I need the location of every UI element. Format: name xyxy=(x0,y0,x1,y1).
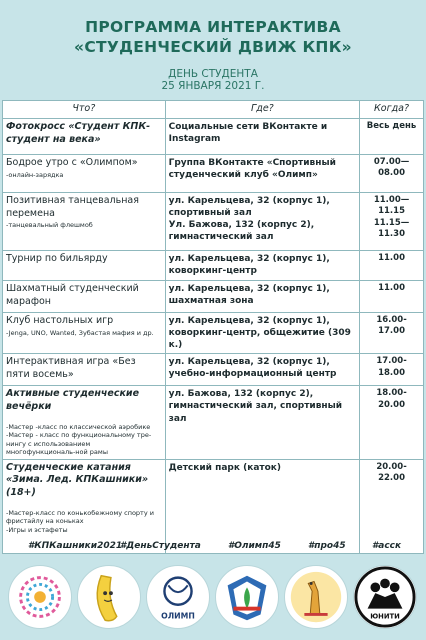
location-text: Детский парк (каток) xyxy=(168,462,282,473)
table-row xyxy=(3,280,424,312)
union-shield-logo-icon xyxy=(215,565,279,629)
table-row xyxy=(3,154,424,192)
page-title-line2: «СТУДЕНЧЕСКИЙ ДВИЖ КПК» xyxy=(74,38,352,56)
cell-where xyxy=(165,280,360,312)
location-text: ул. Карельцева, 32 (корпус 1), коворкинг-центр, общежитие (309 к.) xyxy=(168,315,351,351)
cell-where xyxy=(165,386,360,459)
cell-what xyxy=(3,280,166,312)
time-text: 11.00 xyxy=(378,252,405,263)
location-text: Социальные сети ВКонтакте и Instagram xyxy=(168,121,328,144)
activity-title: Шахматный студенческий марафон xyxy=(6,282,139,307)
location-text: ул. Карельцева, 32 (корпус 1), спортивный зал xyxy=(168,195,330,218)
location-text: ул. Карельцева, 32 (корпус 1), коворкинг-центр xyxy=(168,253,330,276)
activity-title: Турнир по бильярду xyxy=(6,252,108,264)
activity-note: -онлайн-зарядка xyxy=(6,170,64,179)
hashtag-den-studenta: #ДеньСтудента xyxy=(120,541,201,551)
activity-title: Фотокросс «Студент КПК-студент на века» xyxy=(6,120,151,145)
page-title-line1: ПРОГРАММА ИНТЕРАКТИВА xyxy=(85,18,341,36)
hashtag-kpkashniki: #КПКашники2021 xyxy=(28,541,123,551)
table-row xyxy=(3,354,424,386)
giraffe-mascot-icon xyxy=(284,565,348,629)
cell-when xyxy=(360,280,424,312)
cell-when xyxy=(360,312,424,353)
hashtag-bar xyxy=(0,541,426,559)
hashtag-olimp45: #Олимп45 xyxy=(228,541,281,551)
page-subtitle-line1: ДЕНЬ СТУДЕНТА xyxy=(168,68,258,80)
time-text: 20.00-22.00 xyxy=(376,461,407,484)
activity-note: -Мастер-класс по конькобежному спорту и фристайлу на коньках -Игры и эстафеты xyxy=(6,509,154,534)
cell-what xyxy=(3,459,166,553)
location-text: ул. Карельцева, 32 (корпус 1), учебно-информационный центр xyxy=(168,357,337,380)
time-text: 11.00 xyxy=(378,282,405,293)
cell-what xyxy=(3,118,166,154)
partner-logos xyxy=(0,565,426,635)
location-text: ул. Бажова, 132 (корпус 2), гимнастический зал, спортивный зал xyxy=(168,389,343,424)
unity-logo-text: ЮНИТИ xyxy=(370,612,400,621)
cell-what xyxy=(3,312,166,353)
time-text: 16.00-17.00 xyxy=(376,314,407,337)
activity-note: -танцевальный флешмоб xyxy=(6,221,93,230)
table-row xyxy=(3,192,424,250)
activity-title: Студенческие катания «Зима. Лед. КПКашники» (18+) xyxy=(6,461,149,499)
column-header-where: Где? xyxy=(165,101,360,119)
time-text: 17.00-18.00 xyxy=(376,356,407,378)
activity-note: -Мастер -класс по классической аэробике -Мастер - класс по функциональному тре-нингу с использованием многофункциональ-ной рамы xyxy=(6,422,152,457)
table-row xyxy=(3,386,424,459)
location-text: Группа ВКонтакте «Спортивный студенческий клуб «Олимп» xyxy=(168,157,336,180)
cell-when xyxy=(360,354,424,386)
column-header-what: Что? xyxy=(3,101,166,119)
hashtag-pro45: #про45 xyxy=(308,541,346,551)
page-subtitle-line2: 25 ЯНВАРЯ 2021 Г. xyxy=(161,80,265,92)
cell-where xyxy=(165,312,360,353)
activity-title: Позитивная танцевальная перемена xyxy=(6,194,139,219)
activity-note: -Jenga, UNO, Wanted, Зубастая мафия и др. xyxy=(6,328,154,337)
table-row xyxy=(3,250,424,280)
activity-title: Клуб настольных игр xyxy=(6,314,114,326)
activity-title: Бодрое утро с «Олимпом» xyxy=(6,156,138,168)
schedule-table xyxy=(2,100,424,554)
cell-when xyxy=(360,118,424,154)
cell-where xyxy=(165,250,360,280)
location-text-secondary: Ул. Бажова, 132 (корпус 2), гимнастический зал xyxy=(168,220,315,243)
time-text-secondary: 11.15—11.30 xyxy=(373,217,410,240)
cell-where xyxy=(165,118,360,154)
cell-where xyxy=(165,459,360,553)
cell-when xyxy=(360,250,424,280)
olimp-logo-text: ОЛИМП xyxy=(161,611,195,621)
cell-what xyxy=(3,354,166,386)
time-text: 11.00—11.15 xyxy=(373,194,410,217)
cell-when xyxy=(360,459,424,553)
cell-when xyxy=(360,154,424,192)
cell-where xyxy=(165,354,360,386)
table-row xyxy=(3,118,424,154)
banana-mascot-icon xyxy=(77,565,141,629)
cell-what xyxy=(3,250,166,280)
table-header-row xyxy=(3,101,424,119)
time-text: 07.00—08.00 xyxy=(373,156,410,179)
cell-what xyxy=(3,386,166,459)
activity-title: Активные студенческие вечёрки xyxy=(6,388,140,413)
kpk-logo-icon xyxy=(8,565,72,629)
cell-what xyxy=(3,154,166,192)
table-row xyxy=(3,459,424,553)
activity-title: Интерактивная игра «Без пяти восемь» xyxy=(6,356,136,381)
column-header-when: Когда? xyxy=(360,101,424,119)
cell-where xyxy=(165,192,360,250)
page-header xyxy=(0,0,426,100)
olimp-logo-icon xyxy=(146,565,210,629)
time-text: 18.00-20.00 xyxy=(376,388,407,410)
cell-what xyxy=(3,192,166,250)
cell-where xyxy=(165,154,360,192)
hashtag-assk: #асск xyxy=(372,541,402,551)
cell-when xyxy=(360,192,424,250)
time-text: Весь день xyxy=(366,120,417,131)
unity-logo-icon xyxy=(353,565,417,629)
location-text: ул. Карельцева, 32 (корпус 1), шахматная зона xyxy=(168,283,330,306)
cell-when xyxy=(360,386,424,459)
table-row xyxy=(3,312,424,353)
